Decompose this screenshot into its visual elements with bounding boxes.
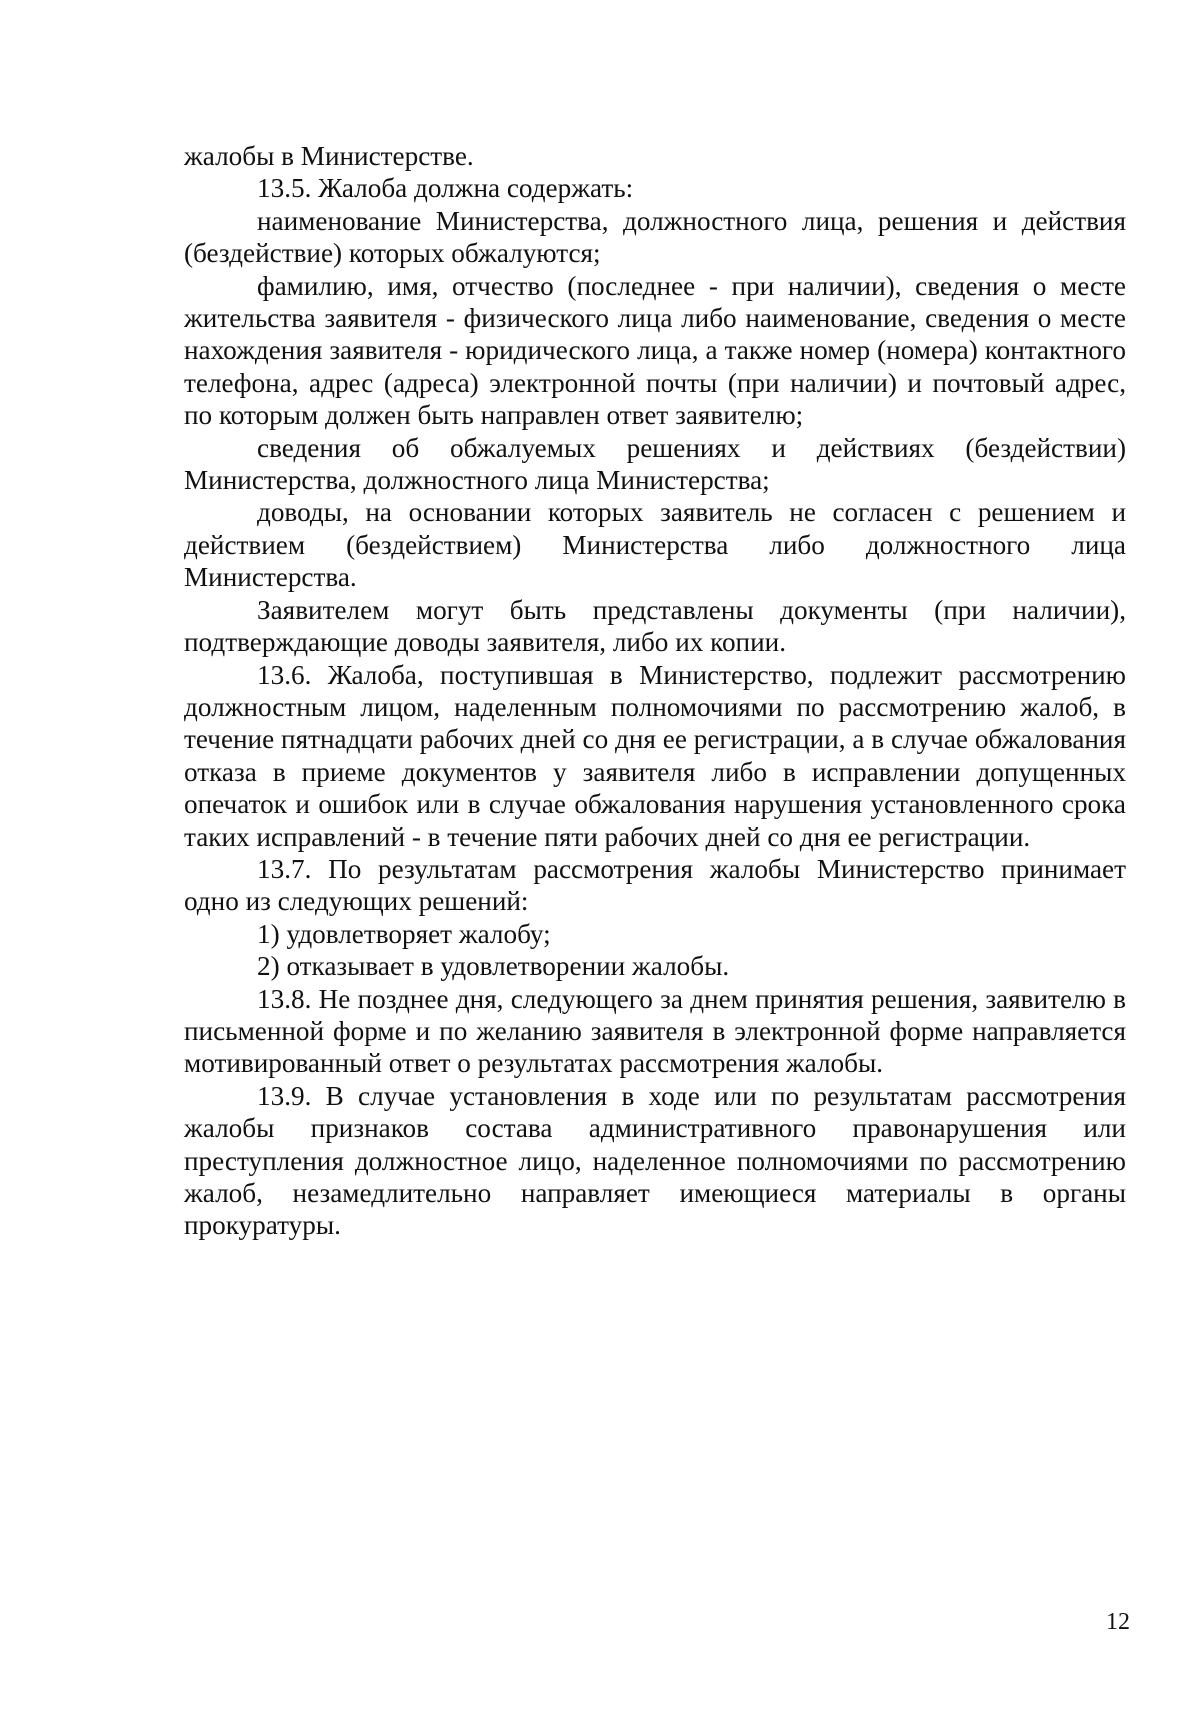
paragraph-13-9: 13.9. В случае установления в ходе или по результатам рассмотрения жалобы признаков состава административного правонарушения или преступления должностное лицо, наделенное полномочиями по рассмотрению жалоб, незамедлительно направляет имеющиеся материалы в органы прокуратуры. [184,1080,1126,1241]
page-number: 12 [1106,1609,1130,1635]
paragraph-decision-1: 1) удовлетворяет жалобу; [257,918,551,949]
paragraph-continuation: жалобы в Министерстве. [184,141,474,171]
paragraph-ministry-name: наименование Министерства, должностного лица, решения и действия (бездействие) которых обжалуются; [184,205,1126,269]
paragraph-13-7: 13.7. По результатам рассмотрения жалобы Министерство принимает одно из следующих решений: [184,853,1126,917]
paragraph-13-5-heading: 13.5. Жалоба должна содержать: [257,173,634,204]
paragraph-arguments: доводы, на основании которых заявитель не согласен с решением и действием (бездействием) Министерства либо должностного лица Министерства. [184,497,1126,593]
paragraph-13-8: 13.8. Не позднее дня, следующего за днем принятия решения, заявителю в письменной форме и по желанию заявителя в электронной форме направляется мотивированный ответ о результатах рассмотрения жалобы. [184,983,1126,1079]
paragraph-decision-2: 2) отказывает в удовлетворении жалобы. [257,951,730,982]
document-body [184,140,1126,1242]
paragraph-13-6: 13.6. Жалоба, поступившая в Министерство, подлежит рассмотрению должностным лицом, наделенным полномочиями по рассмотрению жалоб, в течение пятнадцати рабочих дней со дня ее регистрации, а в случае обжалования отказа в приеме документов у заявителя либо в исправлении допущенных опечаток и ошибок или в случае обжалования нарушения установленного срока таких исправлений - в течение пяти рабочих дней со дня ее регистрации. [184,659,1126,852]
paragraph-appealed-decisions: сведения об обжалуемых решениях и действиях (бездействии) Министерства, должностного лица Министерства; [184,432,1126,496]
paragraph-supporting-documents: Заявителем могут быть представлены документы (при наличии), подтверждающие доводы заявителя, либо их копии. [184,594,1126,658]
paragraph-applicant-details: фамилию, имя, отчество (последнее - при наличии), сведения о месте жительства заявителя - физического лица либо наименование, сведения о месте нахождения заявителя - юридического лица, а также номер (номера) контактного телефона, адрес (адреса) электронной почты (при наличии) и почтовый адрес, по которым должен быть направлен ответ заявителю; [184,270,1126,431]
